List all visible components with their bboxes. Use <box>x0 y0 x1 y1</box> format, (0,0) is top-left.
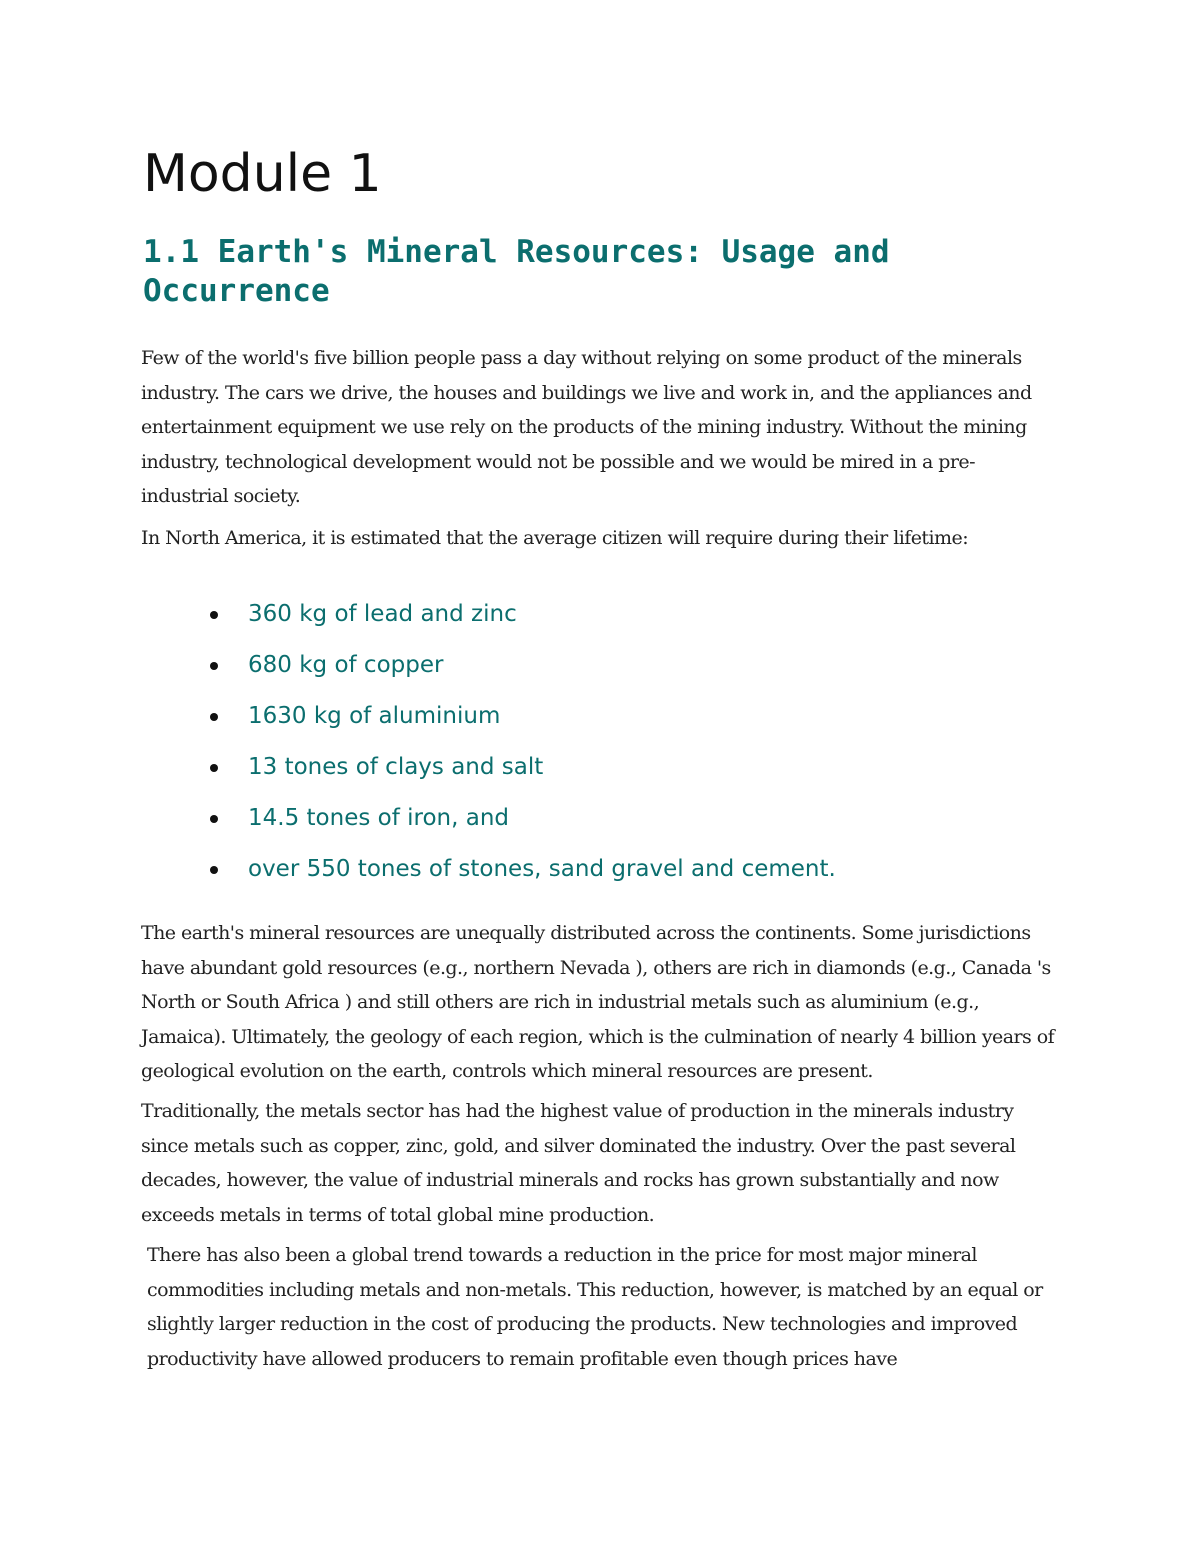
list-item-text: 1630 kg of aluminium <box>248 703 501 729</box>
bullet-icon <box>210 662 218 670</box>
paragraph-metals-sector: Traditionally, the metals sector has had the highest value of production in the minerals industry since metals such as copper, zinc, gold, and silver dominated the industry. Over the past several decades, however, the value of industrial minerals and rocks has grown substantially and now exceeds metals in terms of total global mine production. <box>141 1100 1016 1226</box>
list-item <box>210 848 836 899</box>
bullet-icon <box>210 815 218 823</box>
bullet-icon <box>210 611 218 619</box>
list-item-text: 360 kg of lead and zinc <box>248 601 517 627</box>
paragraph-price-trend: There has also been a global trend towards a reduction in the price for most major mineral commodities including metals and non-metals. This reduction, however, is matched by an equal or slightly larger reduction in the cost of producing the products. New technologies and improved productivity have allowed producers to remain profitable even though prices have <box>147 1244 1043 1370</box>
paragraph-lifetime-requirements: In North America, it is estimated that the average citizen will require during their lifetime: <box>141 527 969 549</box>
section-heading: 1.1 Earth's Mineral Resources: Usage and Occurrence <box>143 234 890 309</box>
paragraph-intro: Few of the world's five billion people pass a day without relying on some product of the minerals industry. The cars we drive, the houses and buildings we live and work in, and the appliances and entertainment equipment we use rely on the products of the mining industry. Without the mining industry, technological development would not be possible and we would be mired in a pre-industrial society. <box>141 347 1032 507</box>
list-item-text: over 550 tones of stones, sand gravel and cement. <box>248 856 836 882</box>
mineral-requirements-list <box>210 593 836 899</box>
list-item-text: 14.5 tones of iron, and <box>248 805 509 831</box>
list-item <box>210 797 836 848</box>
list-item-text: 13 tones of clays and salt <box>248 754 544 780</box>
paragraph-distribution: The earth's mineral resources are unequally distributed across the continents. Some jurisdictions have abundant gold resources (e.g., northern Nevada ), others are rich in diamonds (e.g., Canada 's North or South Africa ) and still others are rich in industrial metals such as aluminium (e.g., Jamaica). Ultimately, the geology of each region, which is the culmination of nearly 4 billion years of geological evolution on the earth, controls which mineral resources are present. <box>141 922 1055 1082</box>
list-item <box>210 593 836 644</box>
list-item <box>210 695 836 746</box>
bullet-icon <box>210 713 218 721</box>
list-item-text: 680 kg of copper <box>248 652 444 678</box>
list-item <box>210 746 836 797</box>
bullet-icon <box>210 764 218 772</box>
module-title: Module 1 <box>143 144 382 204</box>
list-item <box>210 644 836 695</box>
bullet-icon <box>210 866 218 874</box>
